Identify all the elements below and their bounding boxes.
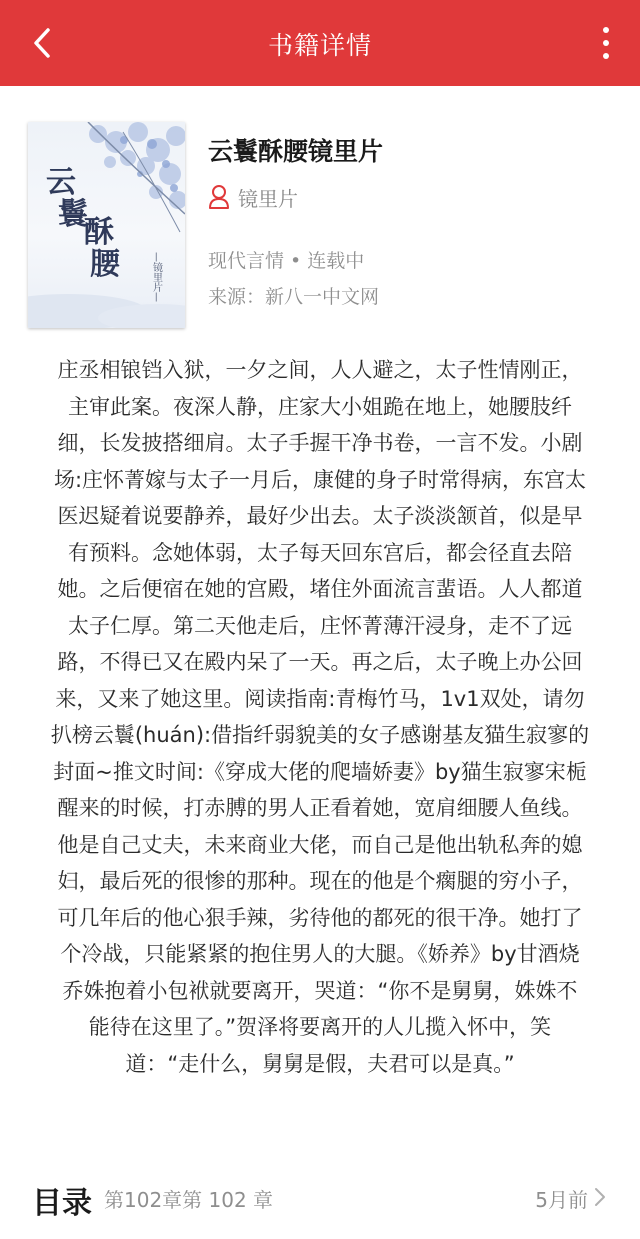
book-title: 云鬟酥腰镜里片	[208, 137, 384, 166]
description-line: 路，不得已又在殿内呆了一天。再之后，太子晚上办公回	[57, 650, 583, 674]
book-source: 来源：新八一中文网	[208, 286, 380, 308]
cover-author-text: —镜里片—	[150, 252, 162, 302]
page-title: 书籍详情	[267, 31, 372, 60]
description-line: 封面~推文时间:《穿成大佬的爬墙娇妻》by猫生寂寥宋栀	[53, 759, 587, 784]
book-category-status: 现代言情 • 连载中	[208, 250, 365, 272]
description-line: 有预料。念她体弱，太子每天回东宫后，都会径直去陪	[68, 540, 572, 565]
description-line: 醒来的时候，打赤膊的男人正看着她，宽肩细腰人鱼线。	[57, 796, 583, 820]
book-description	[26, 352, 614, 1082]
description-line: 细，长发披搭细肩。太子手握干净书卷，一言不发。小剧	[57, 431, 583, 455]
description-line: 扒榜云鬟(huán):借指纤弱貌美的女子感谢基友猫生寂寥的	[50, 723, 590, 747]
description-line: 他是自己丈夫，未来商业大佬，而自己是他出轨私奔的媳	[57, 832, 583, 857]
more-options-button[interactable]	[596, 22, 616, 64]
description-line: 医迟疑着说要静养，最好少出去。太子淡淡颔首，似是早	[57, 504, 583, 528]
description-line: 能待在这里了。”贺泽将要离开的人儿揽入怀中，笑	[88, 1015, 552, 1039]
user-icon	[208, 184, 230, 210]
description-line: 道：“走什么，舅舅是假，夫君可以是真。”	[125, 1051, 515, 1076]
description-line: 场:庄怀菁嫁与太子一月后，康健的身子时常得病，东宫太	[53, 467, 587, 492]
description-line: 来，又来了她这里。阅读指南:青梅竹马，1v1双处，请勿	[55, 686, 585, 711]
book-info-section	[0, 86, 640, 338]
book-cover-image	[28, 122, 185, 328]
description-line: 乔姝抱着小包袱就要离开，哭道：“你不是舅舅，姝姝不	[62, 978, 578, 1003]
top-bar	[0, 0, 640, 86]
description-line: 主审此案。夜深人静，庄家大小姐跪在地上，她腰肢纤	[68, 394, 572, 419]
description-line: 她。之后便宿在她的宫殿，堵住外面流言蜚语。人人都道	[57, 577, 583, 601]
description-line: 可几年后的他心狠手辣，劣待他的都死的很干净。她打了	[57, 905, 583, 930]
description-line: 妇，最后死的很惨的那种。现在的他是个瘸腿的穷小子，	[57, 869, 583, 893]
more-vertical-icon	[596, 22, 616, 64]
toc-label: 目录	[32, 1186, 92, 1221]
chevron-right-icon	[594, 1186, 606, 1208]
back-button[interactable]	[24, 22, 64, 64]
cover-title-text: 云 鬟 酥 腰	[46, 165, 120, 282]
toc-row[interactable]	[0, 1168, 640, 1228]
chevron-left-icon	[24, 22, 64, 64]
author-name: 镜里片	[238, 186, 298, 211]
latest-chapter: 第102章第 102 章	[104, 1188, 274, 1212]
description-line: 太子仁厚。第二天他走后，庄怀菁薄汗浸身，走不了远	[68, 613, 572, 638]
description-line: 庄丞相锒铛入狱，一夕之间，人人避之，太子性情刚正，	[57, 358, 583, 382]
update-time: 5月前	[535, 1188, 588, 1212]
author-link[interactable]	[208, 182, 298, 212]
description-line: 个冷战，只能紧紧的抱住男人的大腿。《娇养》by甘酒烧	[60, 942, 580, 966]
book-cover[interactable]	[28, 122, 185, 328]
